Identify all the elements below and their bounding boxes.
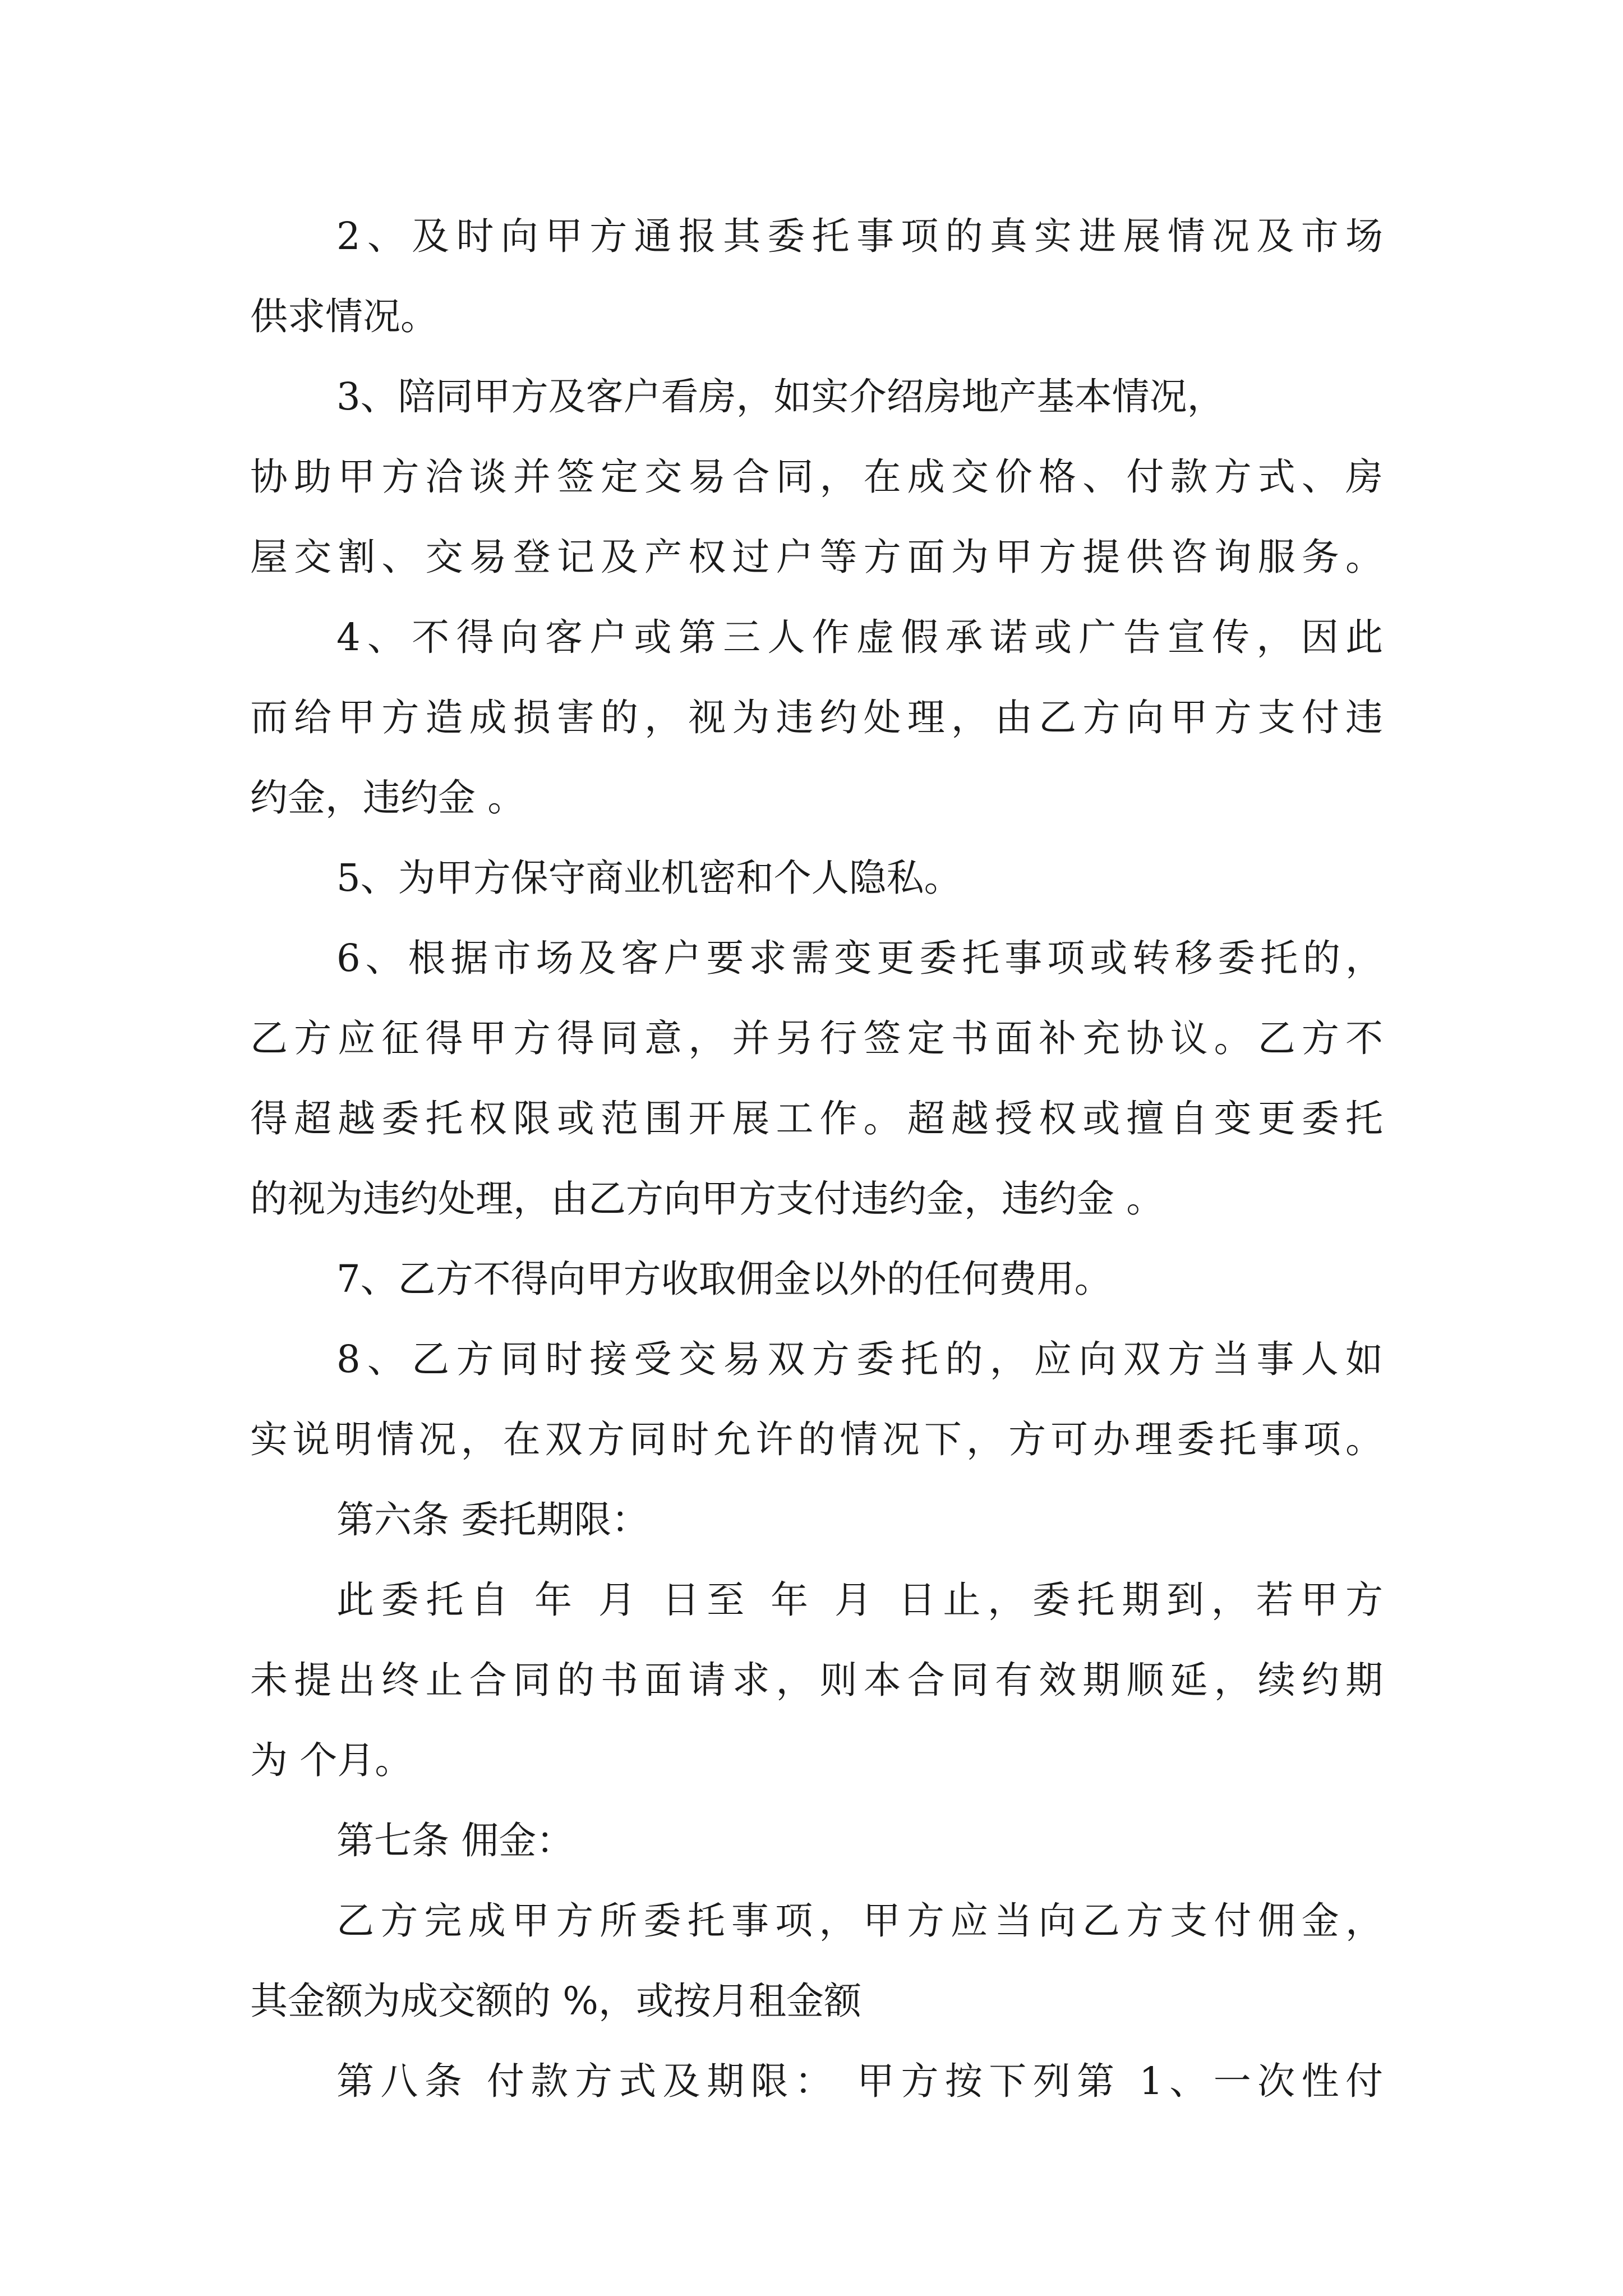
text-line: 得超越委托权限或范围开展工作。超越授权或擅自变更委托 [250,1097,1383,1140]
text-line: 供求情况。 [250,295,438,338]
text-line: 第七条 佣金： [336,1819,574,1862]
paragraph [250,838,1383,918]
text-line: 实说明情况，在双方同时允许的情况下，方可办理委托事项。 [250,1418,1383,1461]
document-body [250,196,1383,2122]
text-line: 屋交割、交易登记及产权过户等方面为甲方提供咨询服务。 [250,535,1383,579]
text-line: 第八条 付款方式及期限： 甲方按下列第 1、一次性付 [336,2059,1383,2103]
text-line: 协助甲方洽谈并签定交易合同，在成交价格、付款方式、房 [250,455,1383,499]
text-line: 8、乙方同时接受交易双方委托的，应向双方当事人如 [336,1337,1383,1381]
text-line: 乙方完成甲方所委托事项，甲方应当向乙方支付佣金， [336,1899,1383,1943]
paragraph [250,1881,1383,2041]
text-line: 未提出终止合同的书面请求，则本合同有效期顺延，续约期 [250,1658,1383,1702]
paragraph [250,1239,1383,1319]
text-line: 4、不得向客户或第三人作虚假承诺或广告宣传，因此 [336,615,1383,659]
text-line: 而给甲方造成损害的，视为违约处理，由乙方向甲方支付违 [250,696,1383,739]
paragraph [250,597,1383,838]
paragraph [250,1480,1383,1560]
paragraph [250,357,1383,597]
paragraph [250,1319,1383,1480]
text-line: 5、为甲方保守商业机密和个人隐私。 [336,856,962,900]
text-line: 6、根据市场及客户要求需变更委托事项或转移委托的， [336,936,1383,980]
text-line: 3、陪同甲方及客户看房，如实介绍房地产基本情况， [336,375,1225,418]
text-line: 第六条 委托期限： [336,1498,649,1542]
text-line: 此委托自 年 月 日至 年 月 日止，委托期到，若甲方 [336,1578,1383,1622]
paragraph [250,1801,1383,1881]
paragraph [250,196,1383,357]
text-line: 约金，违约金 。 [250,776,525,820]
text-line: 为 个月。 [250,1738,413,1782]
text-line: 2、及时向甲方通报其委托事项的真实进展情况及市场 [336,214,1383,258]
text-line: 乙方应征得甲方得同意，并另行签定书面补充协议。乙方不 [250,1016,1383,1060]
text-line: 其金额为成交额的 %，或按月租金额 [250,1979,861,2023]
paragraph [250,918,1383,1239]
paragraph [250,2041,1383,2122]
paragraph [250,1560,1383,1801]
text-line: 的视为违约处理，由乙方向甲方支付违约金，违约金 。 [250,1177,1164,1221]
text-line: 7、乙方不得向甲方收取佣金以外的任何费用。 [336,1257,1112,1301]
